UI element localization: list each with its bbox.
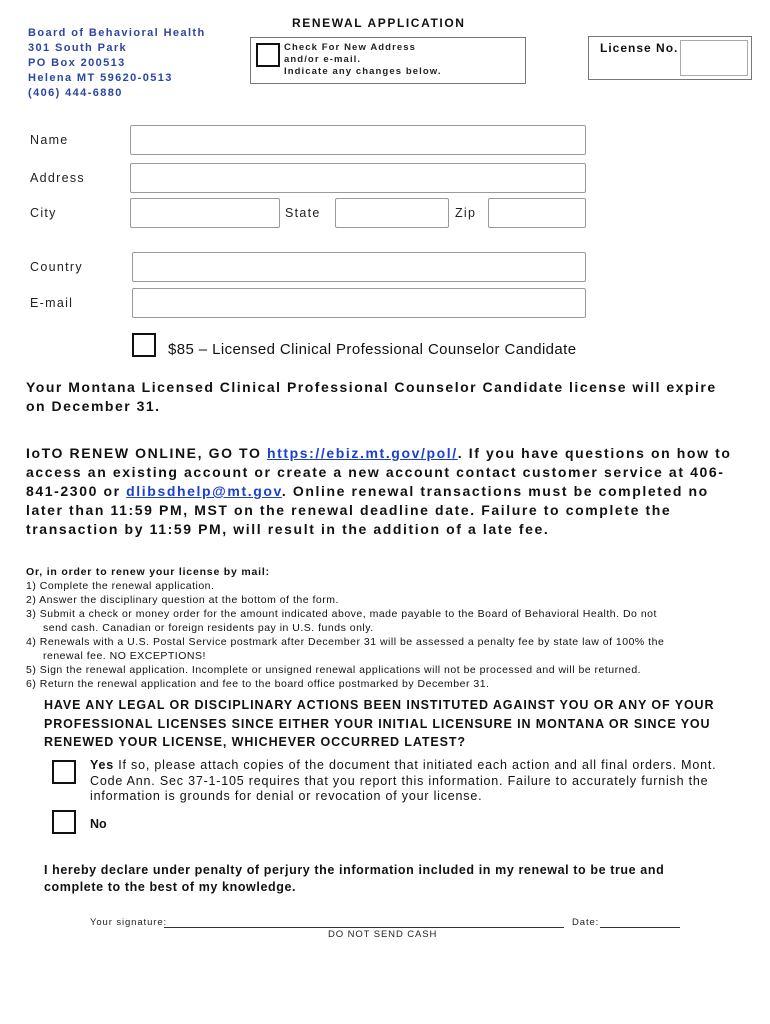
license-number-input[interactable] [680,40,748,76]
form-title: RENEWAL APPLICATION [292,16,466,30]
country-input[interactable] [132,252,586,282]
declaration: I hereby declare under penalty of perjury the information included in my renewal to be true and complete to the best of my knowledge. [44,863,665,894]
address-change-line1: Check For New Address [284,42,417,53]
no-label: No [90,817,107,831]
mail-step-5: 5) Sign the renewal application. Incomplete or unsigned renewal applications will not be processed and will be returned. [26,664,642,676]
city-label: City [30,206,57,220]
fee-checkbox[interactable] [132,333,156,357]
yes-explanation: If so, please attach copies of the document that initiated each action and all final orders. Mont. Code Ann. Sec 37-1-105 requires that you report this information. Failure to accurately furnish the information is grounds for denial or revocation of your license. [90,758,717,803]
board-city: Helena MT 59620-0513 [28,72,173,84]
yes-option-text [90,758,740,805]
mail-heading: Or, in order to renew your license by mail: [26,566,270,578]
board-phone: (406) 444-6880 [28,87,123,99]
mail-step-1: 1) Complete the renewal application. [26,580,215,592]
city-input[interactable] [130,198,280,228]
zip-label: Zip [455,206,477,220]
board-street: 301 South Park [28,42,128,54]
renew-online-mid: . If you have questions on how to access an existing account or create a new account contact customer service at 406-841-2300 or [26,445,732,499]
renew-online-paragraph [26,444,748,539]
address-label: Address [30,171,85,185]
board-name: Board of Behavioral Health [28,27,206,39]
board-po-box: PO Box 200513 [28,57,126,69]
mail-step-3: 3) Submit a check or money order for the amount indicated above, made payable to the Board of Behavioral Health. Do not [26,608,657,620]
board-address [28,26,206,101]
address-change-line3: Indicate any changes below. [284,66,442,77]
mail-step-4: 4) Renewals with a U.S. Postal Service postmark after December 31 will be assessed a penalty fee by state law of 100% the [26,636,665,648]
address-change-checkbox[interactable] [256,43,280,67]
signature-label: Your signature: [90,917,168,928]
date-label: Date: [572,917,600,928]
mail-step-3-cont: send cash. Canadian or foreign residents pay in U.S. funds only. [43,622,374,634]
yes-label: Yes [90,758,114,772]
address-input[interactable] [130,163,586,193]
zip-input[interactable] [488,198,586,228]
address-change-text [284,42,442,78]
renewal-url-link[interactable]: https://ebiz.mt.gov/pol/ [266,445,458,461]
email-label: E-mail [30,296,74,310]
name-label: Name [30,133,69,147]
expiration-notice: Your Montana Licensed Clinical Professional Counselor Candidate license will expire on December 31. [26,379,717,414]
mail-step-4-cont: renewal fee. NO EXCEPTIONS! [43,650,206,662]
name-input[interactable] [130,125,586,155]
country-label: Country [30,260,83,274]
mail-steps-list [26,579,746,691]
renew-online-prefix: IoTO RENEW ONLINE, GO TO [26,445,267,461]
no-checkbox[interactable] [52,810,76,834]
help-email-link[interactable]: dlibsdhelp@mt.gov [126,483,282,499]
date-line[interactable] [600,927,680,928]
no-cash-notice: DO NOT SEND CASH [328,929,438,940]
address-change-line2: and/or e-mail. [284,54,362,65]
legal-question: HAVE ANY LEGAL OR DISCIPLINARY ACTIONS BEEN INSTITUTED AGAINST YOU OR ANY OF YOUR PROFESSIONAL LICENSES SINCE EITHER YOUR INITIAL LICENSURE IN MONTANA OR SINCE YOU RENEWED YOUR LICENSE, WHICHEVER OCCURRED LATEST? [44,698,715,749]
email-input[interactable] [132,288,586,318]
license-label: License No. [600,41,679,55]
renew-online-suffix: . Online renewal transactions must be completed no later than 11:59 PM, MST on the renewal deadline date. Failure to complete the transaction by 11:59 PM, will result in the addition of a late fee. [26,483,709,537]
mail-step-6: 6) Return the renewal application and fee to the board office postmarked by December 31. [26,678,490,690]
state-input[interactable] [335,198,449,228]
mail-step-2: 2) Answer the disciplinary question at the bottom of the form. [26,594,339,606]
state-label: State [285,206,321,220]
yes-checkbox[interactable] [52,760,76,784]
signature-line[interactable] [164,927,564,928]
fee-option-label: $85 – Licensed Clinical Professional Counselor Candidate [168,341,577,358]
